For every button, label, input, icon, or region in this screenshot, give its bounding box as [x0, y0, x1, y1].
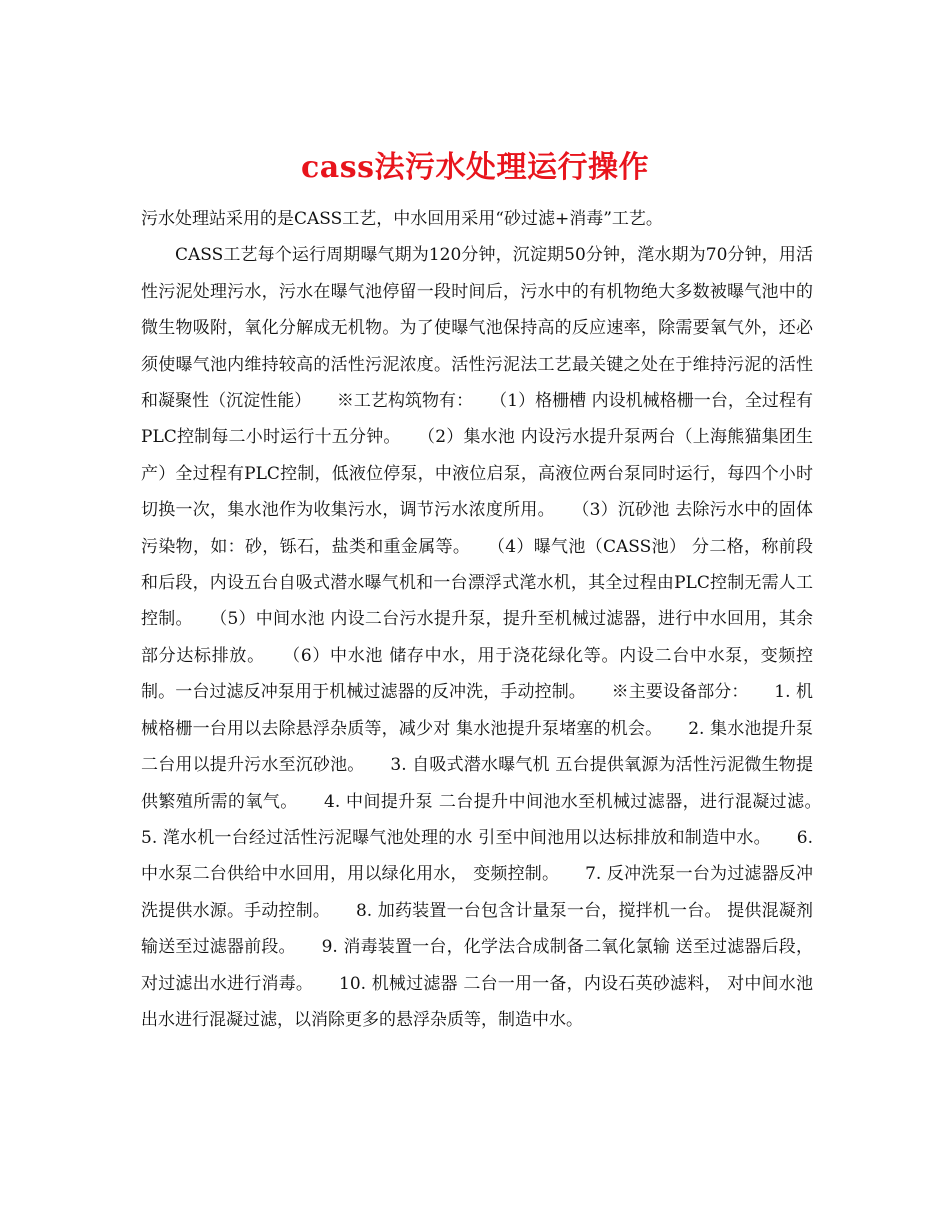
process-description-paragraph: CASS工艺每个运行周期曝气期为120分钟，沉淀期50分钟，滗水期为70分钟，用活性污泥处理污水，污水在曝气池停留一段时间后，污水中的有机物绝大多数被曝气池中的微生物吸附，氧化分解成无机物。为了使曝气池保持高的反应速率，除需要氧气外，还必须使曝气池内维持较高的活性污泥浓度。活性污泥法工艺最关键之处在于维持污泥的活性和凝聚性（沉淀性能） ※工艺构筑物有： （1）格栅槽 内设机械格栅一台，全过程有PLC控制每二小时运行十五分钟。 （2）集水池 内设污水提升泵两台（上海熊猫集团生产）全过程有PLC控制，低液位停泵，中液位启泵，高液位两台泵同时运行，每四个小时切换一次，集水池作为收集污水，调节污水浓度所用。 （3）沉砂池 去除污水中的固体污染物，如：砂，铄石，盐类和重金属等。 （4）曝气池（CASS池） 分二格，称前段和后段，内设五台自吸式潜水曝气机和一台漂浮式滗水机，其全过程由PLC控制无需人工控制。 （5）中间水池 内设二台污水提升泵，提升至机械过滤器，进行中水回用，其余部分达标排放。 （6）中水池 储存中水，用于浇花绿化等。内设二台中水泵，变频控制。一台过滤反冲泵用于机械过滤器的反冲洗，手动控制。 ※主要设备部分： 1. 机械格栅一台用以去除悬浮杂质等，减少对 集水池提升泵堵塞的机会。 2. 集水池提升泵 二台用以提升污水至沉砂池。 3. 自吸式潜水曝气机 五台提供氧源为活性污泥微生物提 供繁殖所需的氧气。 4. 中间提升泵 二台提升中间池水至机械过滤器，进行混凝过滤。 5. 滗水机一台经过活性污泥曝气池处理的水 引至中间池用以达标排放和制造中水。 6. 中水泵二台供给中水回用，用以绿化用水， 变频控制。 7. 反冲洗泵一台为过滤器反冲洗提供水源。手动控制。 8. 加药装置一台包含计量泵一台，搅拌机一台。 提供混凝剂输送至过滤器前段。 9. 消毒装置一台，化学法合成制备二氧化氯输 送至过滤器后段，对过滤出水进行消毒。 10. 机械过滤器 二台一用一备，内设石英砂滤料， 对中间水池出水进行混凝过滤，以消除更多的悬浮杂质等，制造中水。 [141, 245, 847, 1030]
document-body [141, 201, 847, 1038]
intro-paragraph: 污水处理站采用的是CASS工艺，中水回用采用“砂过滤+消毒”工艺。 [141, 209, 663, 229]
document-title: cass法污水处理运行操作 [301, 150, 649, 186]
